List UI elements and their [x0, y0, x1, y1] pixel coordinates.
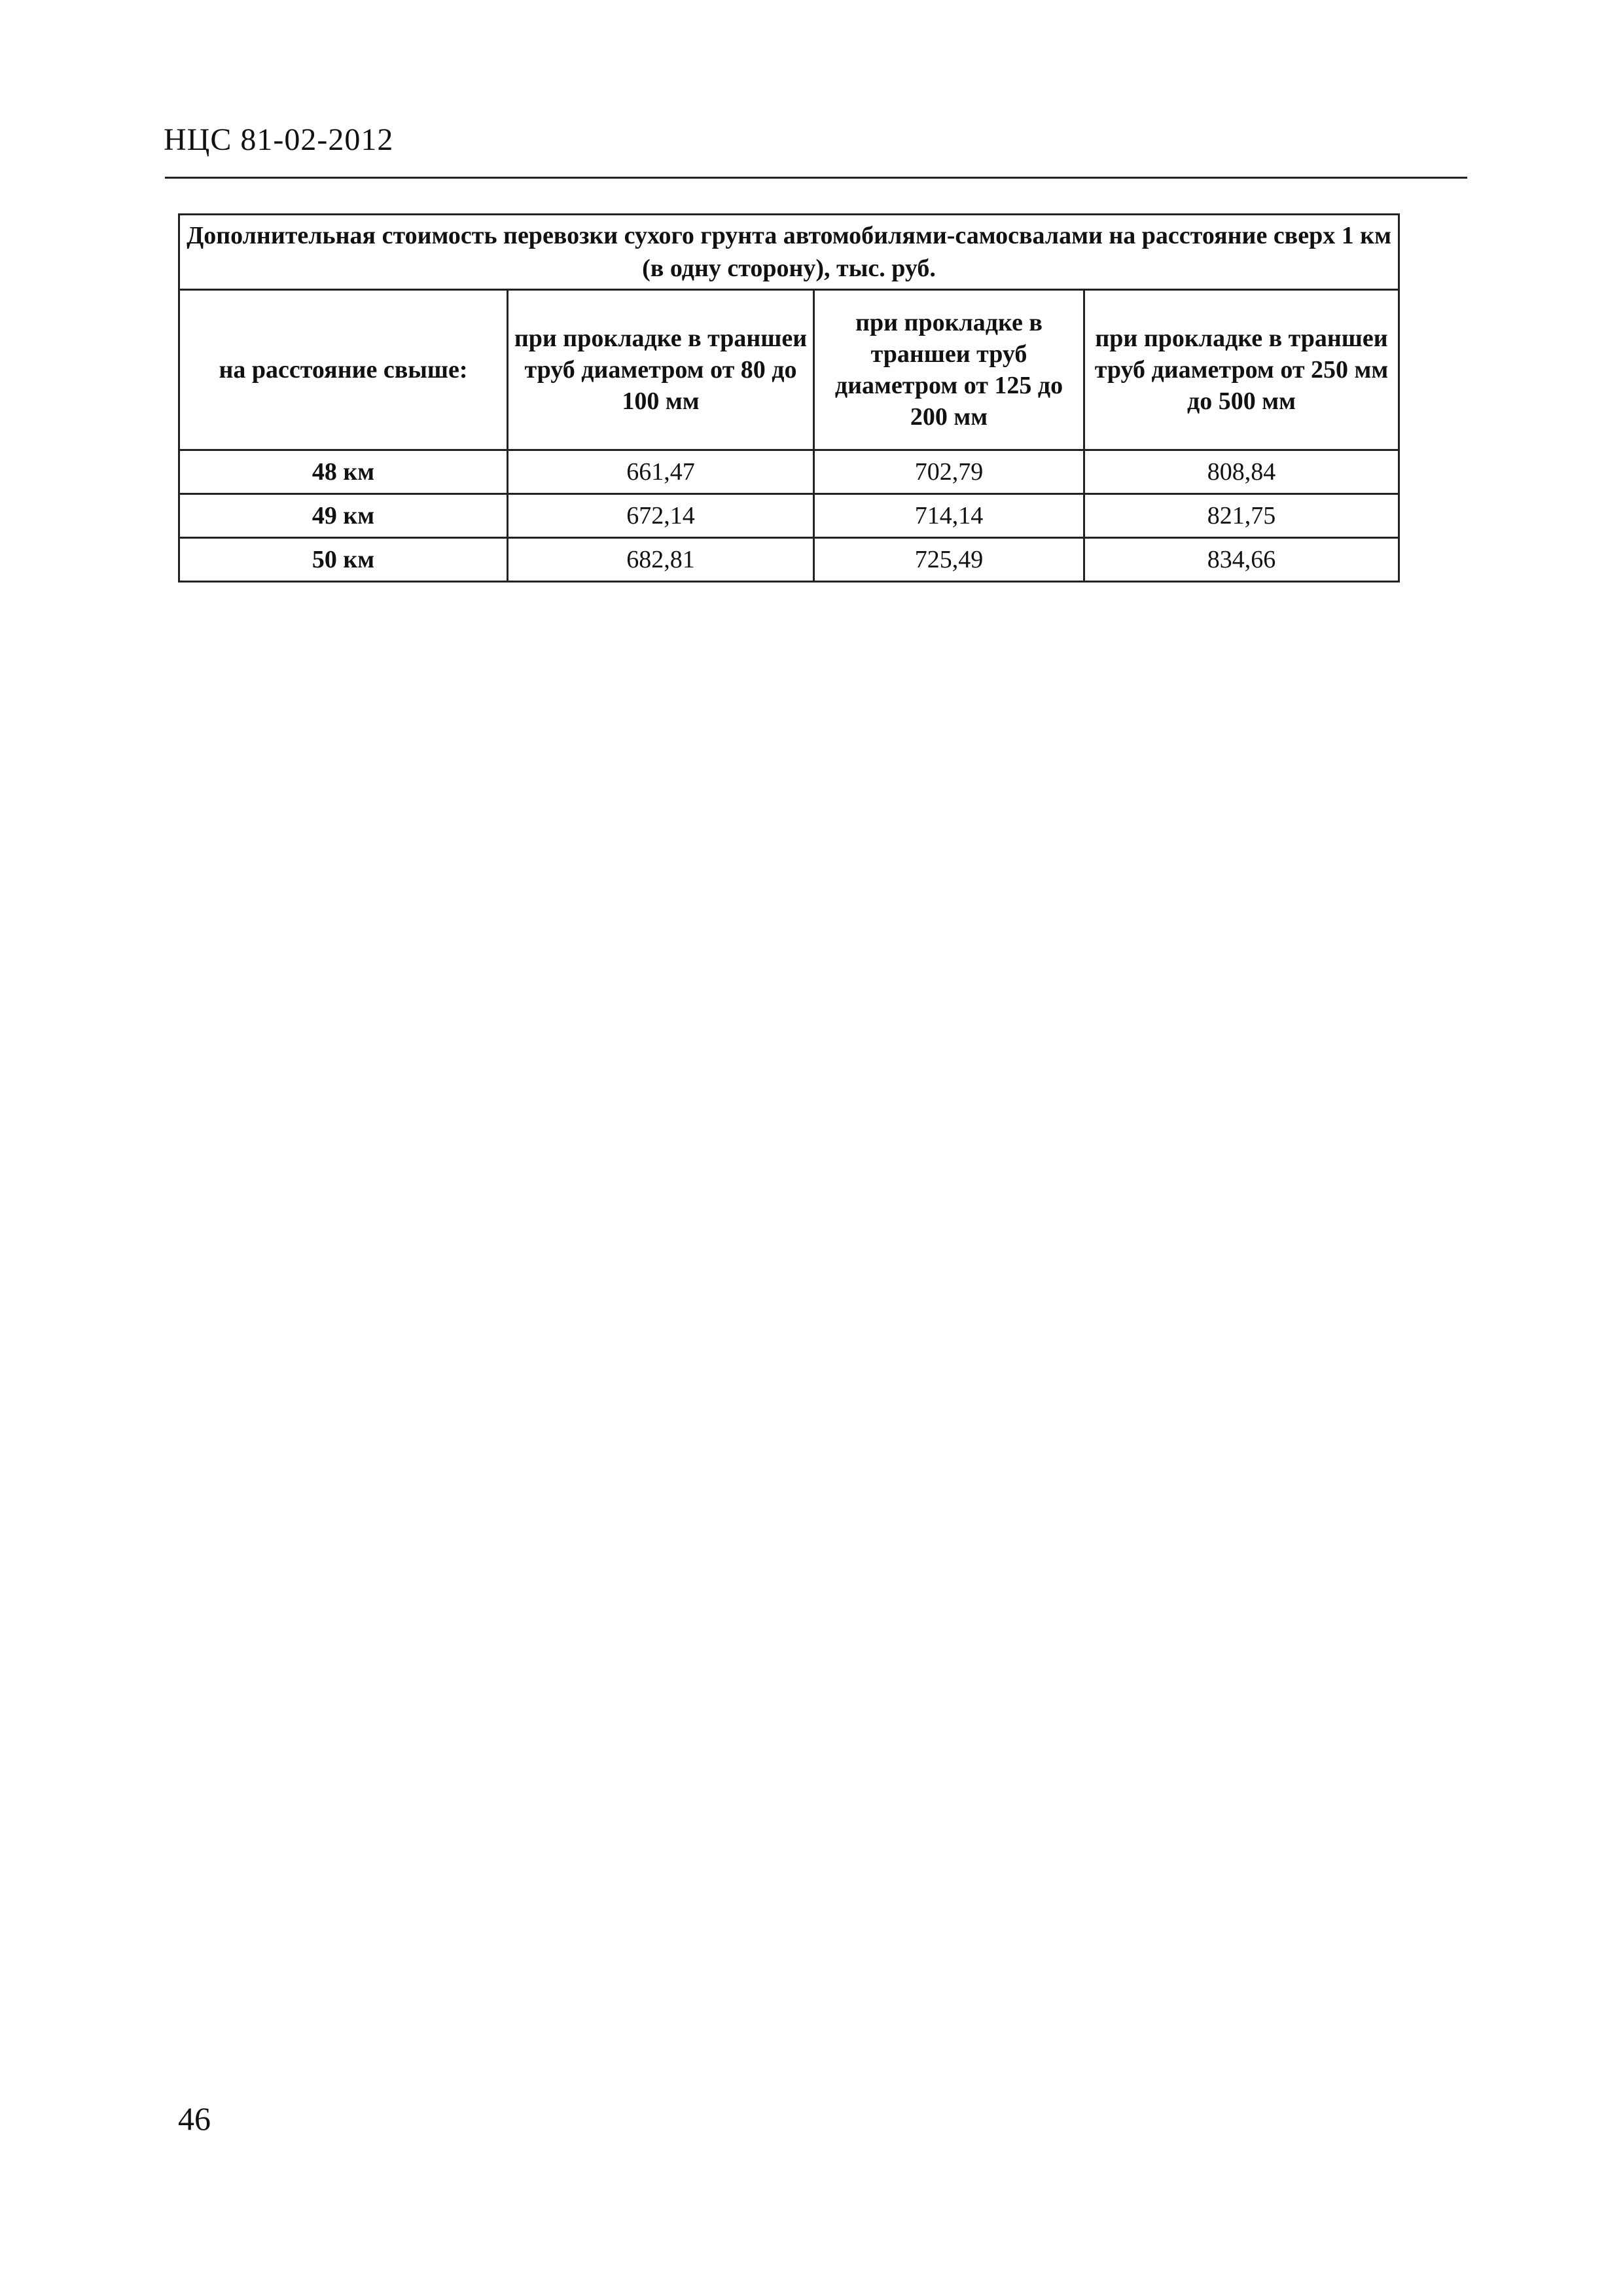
cell-value: 714,14	[814, 494, 1084, 538]
table-row	[179, 494, 1399, 538]
page-number: 46	[178, 2100, 211, 2137]
cell-value: 834,66	[1084, 538, 1399, 582]
table-row	[179, 538, 1399, 582]
cell-value: 702,79	[814, 450, 1084, 494]
column-header-diameter-125-200: при прокладке в траншеи труб диаметром от 125 до 200 мм	[814, 290, 1084, 450]
row-distance: 50 км	[179, 538, 508, 582]
row-distance: 48 км	[179, 450, 508, 494]
table-title-row	[179, 215, 1399, 290]
column-header-distance: на расстояние свыше:	[179, 290, 508, 450]
column-header-diameter-250-500: при прокладке в траншеи труб диаметром от 250 мм до 500 мм	[1084, 290, 1399, 450]
cell-value: 725,49	[814, 538, 1084, 582]
table-row	[179, 450, 1399, 494]
transport-cost-table	[178, 213, 1400, 583]
column-header-diameter-80-100: при прокладке в траншеи труб диаметром от 80 до 100 мм	[508, 290, 814, 450]
header-divider	[165, 177, 1467, 179]
table-header-row	[179, 290, 1399, 450]
cell-value: 672,14	[508, 494, 814, 538]
cell-value: 821,75	[1084, 494, 1399, 538]
cell-value: 661,47	[508, 450, 814, 494]
row-distance: 49 км	[179, 494, 508, 538]
document-code: НЦС 81-02-2012	[164, 122, 394, 157]
cell-value: 808,84	[1084, 450, 1399, 494]
table-title: Дополнительная стоимость перевозки сухого грунта автомобилями-самосвалами на расстояние сверх 1 км (в одну сторону), тыс. руб.	[179, 215, 1399, 290]
cell-value: 682,81	[508, 538, 814, 582]
